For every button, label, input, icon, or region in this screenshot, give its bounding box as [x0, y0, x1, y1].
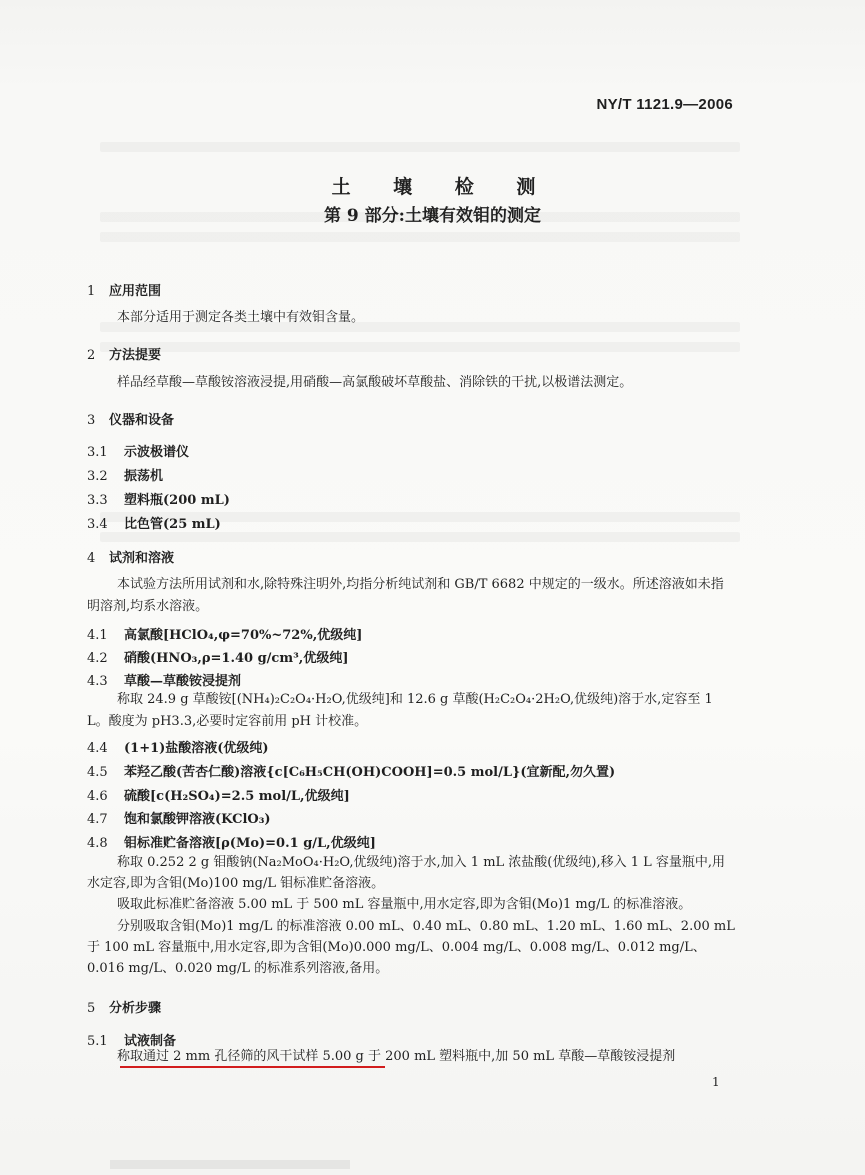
section-heading-5: [87, 997, 161, 1016]
subsection-number: 4.1: [87, 628, 108, 643]
subsection-3-3: [87, 489, 230, 508]
subsection-label: 硝酸(HNO₃,ρ=1.40 g/cm³,优级纯]: [124, 651, 349, 666]
section-number: 2: [87, 348, 96, 363]
subsection-4-2: [87, 647, 348, 666]
subsection-number: 4.2: [87, 651, 108, 666]
subsection-4-1: [87, 624, 362, 643]
subsection-label: 示波极谱仪: [124, 445, 190, 460]
section-heading-4: [87, 547, 174, 566]
subsection-4-7: [87, 808, 271, 827]
subsection-4-3: [87, 670, 241, 689]
subsection-label: 硫酸[c(H₂SO₄)=2.5 mol/L,优级纯]: [124, 789, 350, 804]
bleed-through-line: [100, 342, 740, 352]
subsection-label: 比色管(25 mL): [124, 517, 221, 532]
red-annotation-underline: [120, 1066, 385, 1068]
subsection-3-1: [87, 441, 189, 460]
subsection-3-4: [87, 513, 221, 532]
subsection-5-1-body: 称取通过 2 mm 孔径筛的风干试样 5.00 g 于 200 mL 塑料瓶中,加 50 mL 草酸—草酸铵浸提剂: [117, 1049, 676, 1064]
section-heading-3: [87, 409, 174, 428]
section-number: 3: [87, 413, 96, 428]
section-number: 5: [87, 1001, 96, 1016]
subsection-4-8-para-3: 分别吸取含钼(Mo)1 mg/L 的标准溶液 0.00 mL、0.40 mL、0.80 mL、1.20 mL、1.60 mL、2.00 mL 于 100 mL 容量瓶中,用水定容,即为含钼(Mo)0.000 mg/L、0.004 mg/L、0.008 mg/L、0.012 mg/L、0.016 mg/L、0.020 mg/L 的标准系列溶液,备用。: [87, 919, 735, 976]
section-title: 应用范围: [109, 284, 162, 299]
section-number: 1: [87, 284, 96, 299]
subsection-number: 4.7: [87, 812, 108, 827]
doc-subtitle: 第 9 部分:土壤有效钼的测定: [324, 206, 541, 226]
section-number: 4: [87, 551, 96, 566]
scan-edge-artifact: [110, 1160, 350, 1169]
section-title: 分析步骤: [109, 1001, 162, 1016]
subsection-label: 钼标准贮备溶液[ρ(Mo)=0.1 g/L,优级纯]: [124, 836, 376, 851]
subsection-number: 5.1: [87, 1034, 108, 1049]
standard-code: NY/T 1121.9—2006: [596, 96, 733, 113]
subsection-number: 4.4: [87, 741, 108, 756]
subsection-number: 3.2: [87, 469, 108, 484]
section-heading-1: [87, 280, 161, 299]
subsection-label: (1+1)盐酸溶液(优级纯): [124, 741, 269, 756]
section-heading-2: [87, 344, 161, 363]
subsection-label: 高氯酸[HClO₄,φ=70%~72%,优级纯]: [124, 628, 363, 643]
bleed-through-line: [100, 232, 740, 242]
subsection-label: 试液制备: [124, 1034, 177, 1049]
subsection-3-2: [87, 465, 163, 484]
subsection-4-4: [87, 737, 269, 756]
section-2-body: 样品经草酸—草酸铵溶液浸提,用硝酸—高氯酸破坏草酸盐、消除铁的干扰,以极谱法测定。: [117, 375, 633, 390]
subsection-4-8: [87, 832, 376, 851]
subsection-number: 3.3: [87, 493, 108, 508]
section-title: 试剂和溶液: [109, 551, 175, 566]
subsection-number: 3.4: [87, 517, 108, 532]
doc-title: 土 壤 检 测: [331, 176, 554, 198]
subsection-4-3-body: 称取 24.9 g 草酸铵[(NH₄)₂C₂O₄·H₂O,优级纯]和 12.6 g 草酸(H₂C₂O₄·2H₂O,优级纯)溶于水,定容至 1 L。酸度为 pH3.3,必要时定容前用 pH 计校准。: [87, 692, 713, 729]
subsection-4-8-para-2: 吸取此标准贮备溶液 5.00 mL 于 500 mL 容量瓶中,用水定容,即为含钼(Mo)1 mg/L 的标准溶液。: [117, 897, 692, 912]
section-1-body: 本部分适用于测定各类土壤中有效钼含量。: [117, 310, 365, 325]
subsection-number: 4.3: [87, 674, 108, 689]
subsection-label: 草酸—草酸铵浸提剂: [124, 674, 242, 689]
subsection-4-5: [87, 761, 615, 780]
subsection-number: 4.5: [87, 765, 108, 780]
bleed-through-line: [100, 142, 740, 152]
subsection-number: 3.1: [87, 445, 108, 460]
subsection-label: 塑料瓶(200 mL): [124, 493, 230, 508]
subsection-number: 4.6: [87, 789, 108, 804]
page-number: 1: [712, 1075, 720, 1089]
subsection-4-8-para-1: 称取 0.252 2 g 钼酸钠(Na₂MoO₄·H₂O,优级纯)溶于水,加入 1 mL 浓盐酸(优级纯),移入 1 L 容量瓶中,用水定容,即为含钼(Mo)100 mg/L 钼标准贮备溶液。: [87, 855, 726, 891]
subsection-label: 振荡机: [124, 469, 164, 484]
subsection-number: 4.8: [87, 836, 108, 851]
section-title: 仪器和设备: [109, 413, 175, 428]
section-4-intro: 本试验方法所用试剂和水,除特殊注明外,均指分析纯试剂和 GB/T 6682 中规定的一级水。所述溶液如未指明溶剂,均系水溶液。: [87, 577, 724, 614]
subsection-4-6: [87, 785, 350, 804]
subsection-label: 苯羟乙酸(苦杏仁酸)溶液{c[C₆H₅CH(OH)COOH]=0.5 mol/L}(宜新配,勿久置): [124, 765, 616, 780]
subsection-label: 饱和氯酸钾溶液(KClO₃): [124, 812, 271, 827]
bleed-through-line: [100, 532, 740, 542]
section-title: 方法提要: [109, 348, 162, 363]
